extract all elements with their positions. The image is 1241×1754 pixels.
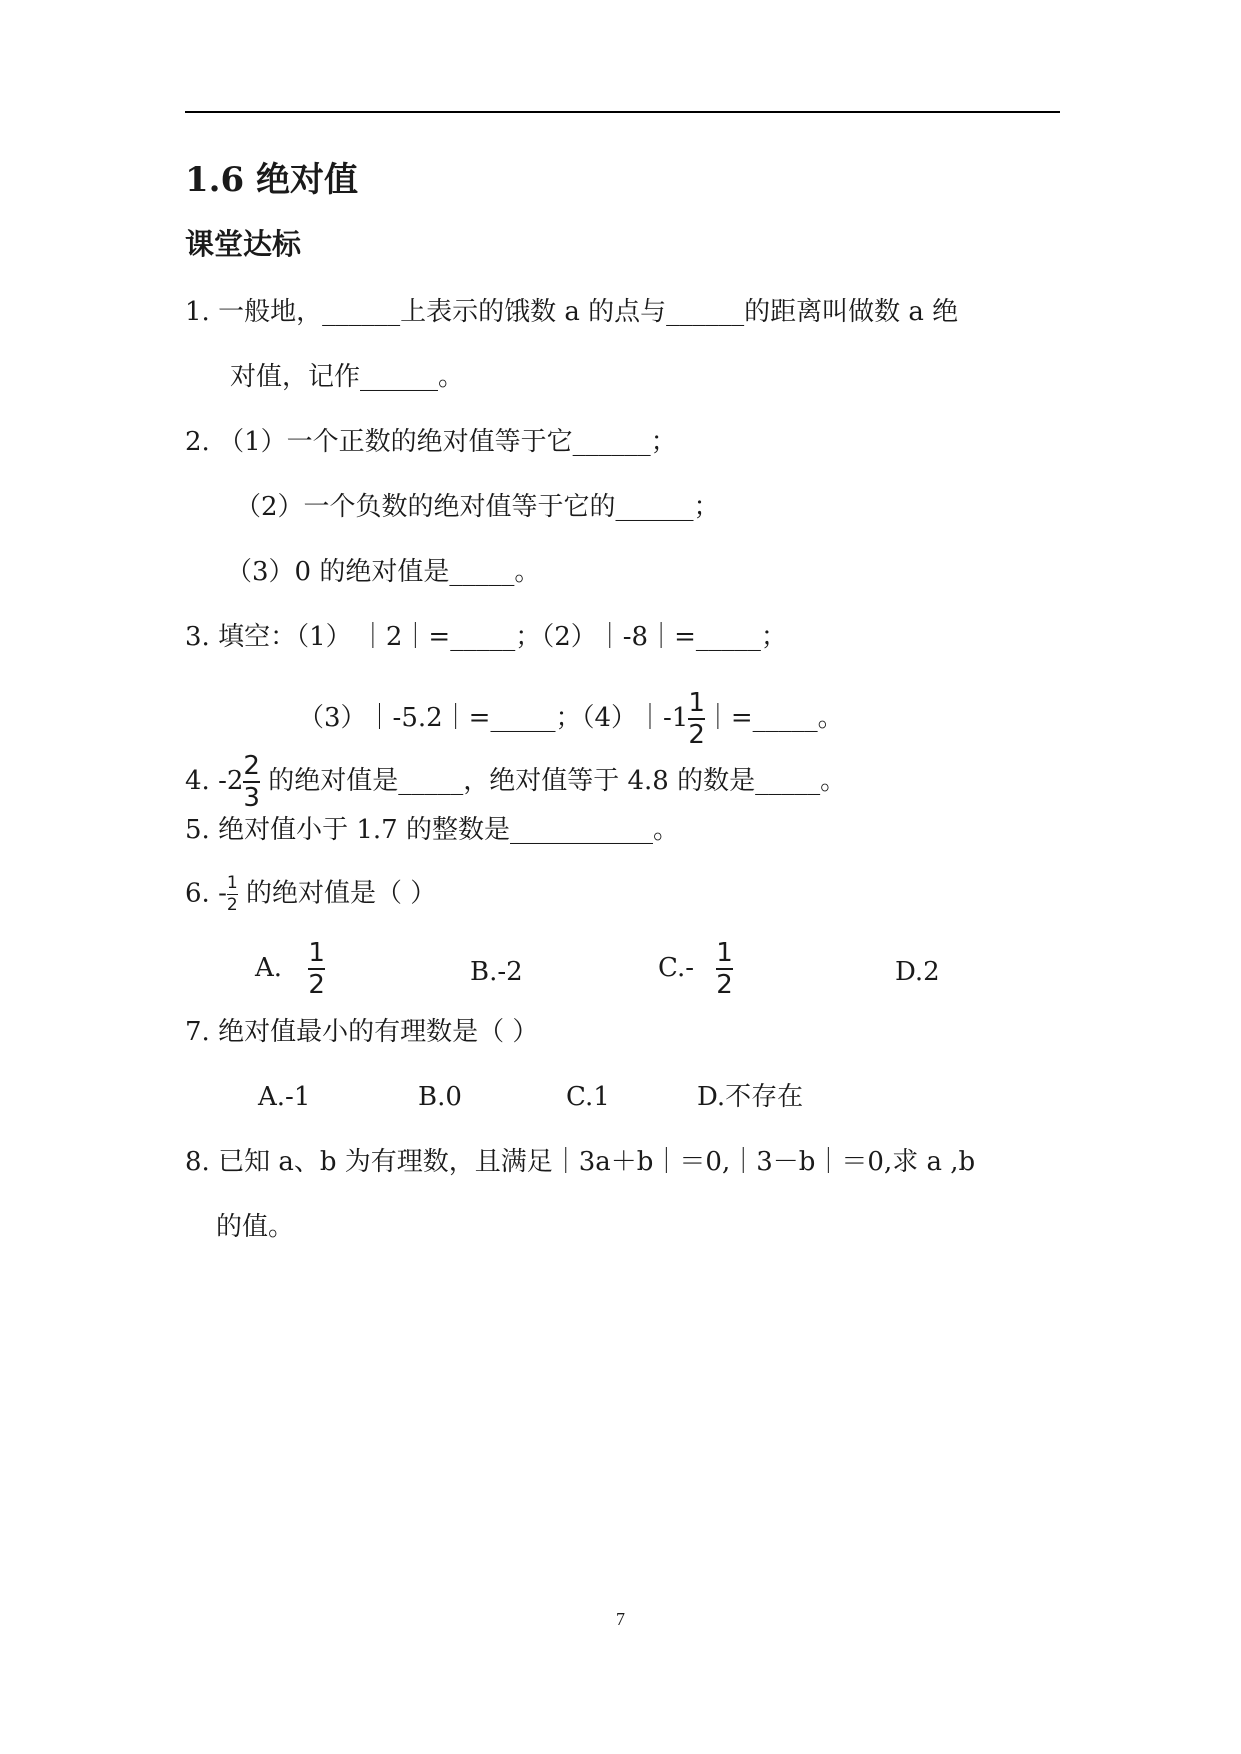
section-title: 1.6 绝对值 [185,160,358,200]
q4-line [185,753,846,811]
q3-line1: 3. 填空：（1） ｜2｜=_____；（2）｜-8｜=_____； [185,622,787,652]
q8-line1: 8. 已知 a、b 为有理数，且满足｜3a＋b｜＝0,｜3－b｜＝0,求 a ,b [185,1147,976,1177]
q3-line2-part-a: （3）｜-5.2｜=_____；（4）｜-1 [298,703,689,733]
q4-suffix: 的绝对值是_____，绝对值等于 4.8 的数是_____。 [259,766,847,796]
q6-line [185,875,436,914]
q2-line2: （2）一个负数的绝对值等于它的______； [235,492,720,522]
q6-option-a-fraction [308,940,325,998]
q6-option-b: B.-2 [470,957,523,987]
q7-option-c: C.1 [566,1082,610,1112]
q2-line1: 2. （1）一个正数的绝对值等于它______； [185,427,677,457]
q7-line: 7. 绝对值最小的有理数是（ ） [185,1017,539,1047]
q7-option-b: B.0 [418,1082,462,1112]
q6-option-d: D.2 [895,957,940,987]
q5-line: 5. 绝对值小于 1.7 的整数是___________。 [185,815,679,845]
q6-prefix: 6. - [185,878,227,909]
q6-fraction [227,875,238,914]
q6-frac-denominator: 2 [226,895,238,915]
q2-line3: （3）0 的绝对值是_____。 [226,557,541,587]
q6-option-a-denominator: 2 [308,970,325,1000]
q8-line2: 的值。 [216,1212,295,1242]
q6-option-a-label: A. [255,953,291,983]
q6-option-c-numerator: 1 [716,938,733,968]
header-rule [185,111,1060,113]
q6-option-a [255,940,325,998]
subtitle: 课堂达标 [185,227,302,261]
q3-frac-numerator: 1 [688,688,705,718]
q6-option-c-label: C.- [658,953,703,983]
q7-option-d: D.不存在 [697,1082,804,1112]
q6-option-c [658,940,733,998]
q4-frac-numerator: 2 [243,751,260,781]
q1-line1: 1. 一般地，______上表示的饿数 a 的点与______的距离叫做数 a 绝 [185,297,959,327]
q6-option-c-denominator: 2 [716,970,733,1000]
q3-line2 [298,690,844,748]
q3-fraction [688,690,705,748]
q6-frac-numerator: 1 [226,873,238,893]
q3-frac-denominator: 2 [688,720,705,750]
q3-line2-part-b: ｜=_____。 [704,703,844,733]
page-number: 7 [616,1609,625,1629]
q4-fraction [243,753,260,811]
q6-suffix: 的绝对值是（ ） [237,878,437,909]
q1-line2: 对值，记作______。 [230,362,465,392]
q4-prefix: 4. -2 [185,766,244,796]
q4-frac-denominator: 3 [243,783,260,813]
q7-option-a: A.-1 [258,1082,311,1112]
q6-option-c-fraction [716,940,733,998]
q6-option-a-numerator: 1 [308,938,325,968]
